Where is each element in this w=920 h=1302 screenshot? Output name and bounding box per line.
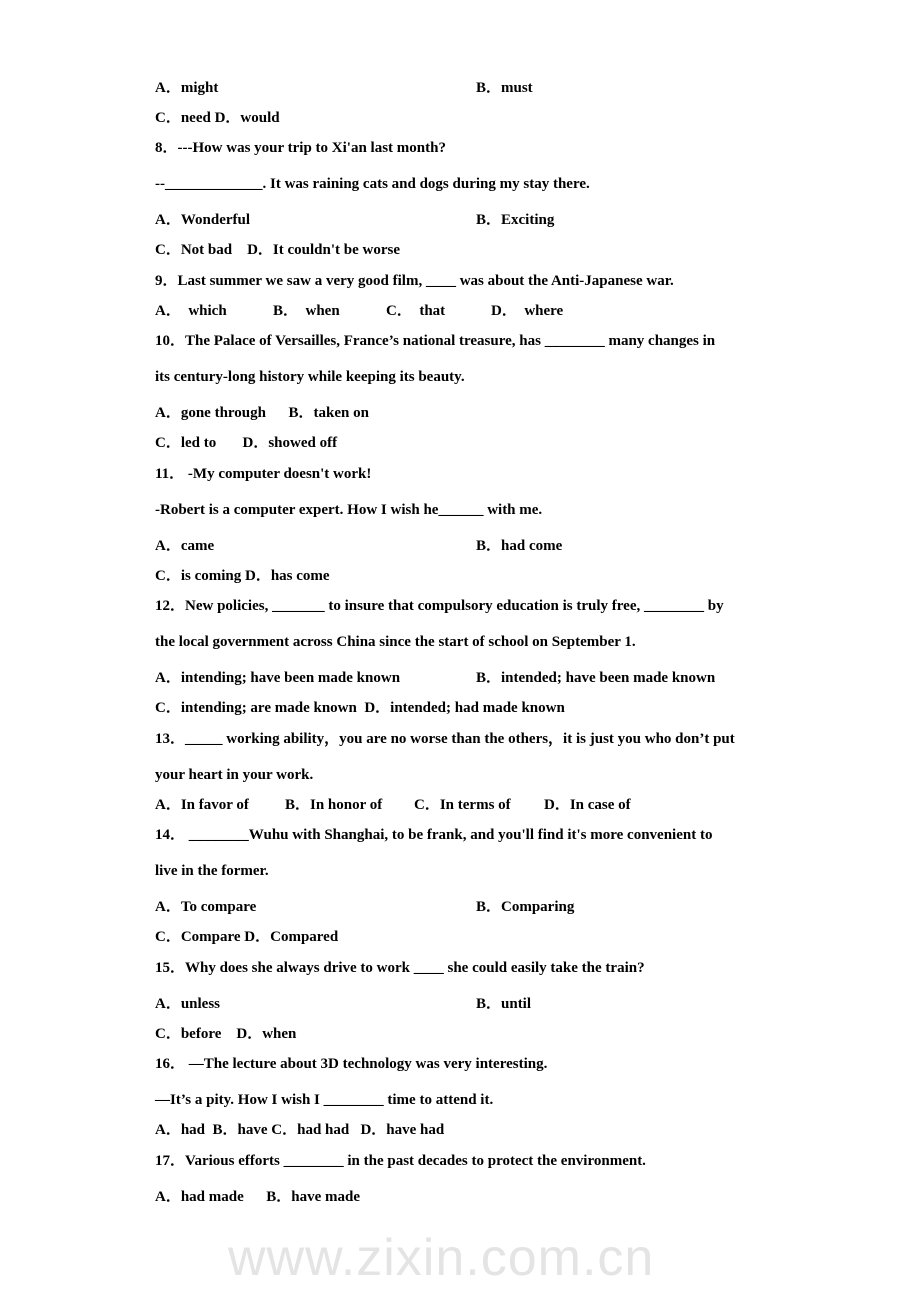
option-b[interactable]: B．must <box>476 80 533 96</box>
q16-reply: —It’s a pity. How I wish I ________ time to attend it. <box>155 1092 494 1108</box>
q10-stem-line1: 10．The Palace of Versailles, France’s national treasure, has ________ many changes in <box>155 333 716 349</box>
q10-options-cd: C．led to D．showed off <box>155 435 338 451</box>
q12-stem-line2: the local government across China since the start of school on September 1. <box>155 634 636 650</box>
q16-stem: 16． —The lecture about 3D technology was very interesting. <box>155 1056 548 1072</box>
q14-options-cd: C．Compare D．Compared <box>155 929 339 945</box>
q11-reply: -Robert is a computer expert. How I wish he______ with me. <box>155 502 543 518</box>
q7-options-cd: C．need D．would <box>155 110 280 126</box>
option-a[interactable]: A．might <box>155 80 219 96</box>
option-d[interactable]: D．In case of <box>544 797 631 813</box>
q17-options-ab: A．had made B．have made <box>155 1189 361 1205</box>
q14-stem-line2: live in the former. <box>155 863 269 879</box>
option-b[interactable]: B． when <box>273 303 340 319</box>
q9-stem: 9．Last summer we saw a very good film, ____ was about the Anti-Japanese war. <box>155 273 674 289</box>
option-b[interactable]: B．until <box>476 996 532 1012</box>
q17-stem: 17．Various efforts ________ in the past decades to protect the environment. <box>155 1153 646 1169</box>
watermark: www.zixin.com.cn <box>228 1229 655 1287</box>
q13-stem-line2: your heart in your work. <box>155 767 314 783</box>
option-b[interactable]: B．intended; have been made known <box>476 670 716 686</box>
option-b[interactable]: B．had come <box>476 538 563 554</box>
q10-stem-line2: its century-long history while keeping its beauty. <box>155 369 465 385</box>
option-a[interactable]: A． which <box>155 303 227 319</box>
option-a[interactable]: A．unless <box>155 996 221 1012</box>
q16-options: A．had B．have C．had had D．have had <box>155 1122 445 1138</box>
q12-stem-line1: 12．New policies, _______ to insure that compulsory education is truly free, ________ by <box>155 598 724 614</box>
option-d[interactable]: D． where <box>491 303 564 319</box>
option-a[interactable]: A．To compare <box>155 899 257 915</box>
option-c[interactable]: C． that <box>386 303 446 319</box>
option-a[interactable]: A．came <box>155 538 215 554</box>
q13-stem-line1: 13．_____ working ability，you are no worse than the others，it is just you who don’t put <box>155 731 735 747</box>
q11-stem: 11． -My computer doesn't work! <box>155 466 372 482</box>
option-a[interactable]: A．intending; have been made known <box>155 670 401 686</box>
q14-stem-line1: 14． ________Wuhu with Shanghai, to be frank, and you'll find it's more convenient to <box>155 827 713 843</box>
q8-stem: 8．---How was your trip to Xi'an last month? <box>155 140 446 156</box>
q11-options-cd: C．is coming D．has come <box>155 568 330 584</box>
q15-stem: 15．Why does she always drive to work ____ she could easily take the train? <box>155 960 645 976</box>
q12-options-cd: C．intending; are made known D．intended; had made known <box>155 700 565 716</box>
option-a[interactable]: A．In favor of <box>155 797 249 813</box>
q8-reply: --_____________. It was raining cats and dogs during my stay there. <box>155 176 590 192</box>
option-c[interactable]: C．In terms of <box>414 797 511 813</box>
option-b[interactable]: B．Comparing <box>476 899 575 915</box>
option-b[interactable]: B．Exciting <box>476 212 555 228</box>
q10-options-ab: A．gone through B．taken on <box>155 405 369 421</box>
option-b[interactable]: B．In honor of <box>285 797 383 813</box>
q8-options-cd: C．Not bad D．It couldn't be worse <box>155 242 401 258</box>
option-a[interactable]: A．Wonderful <box>155 212 251 228</box>
q15-options-cd: C．before D．when <box>155 1026 297 1042</box>
